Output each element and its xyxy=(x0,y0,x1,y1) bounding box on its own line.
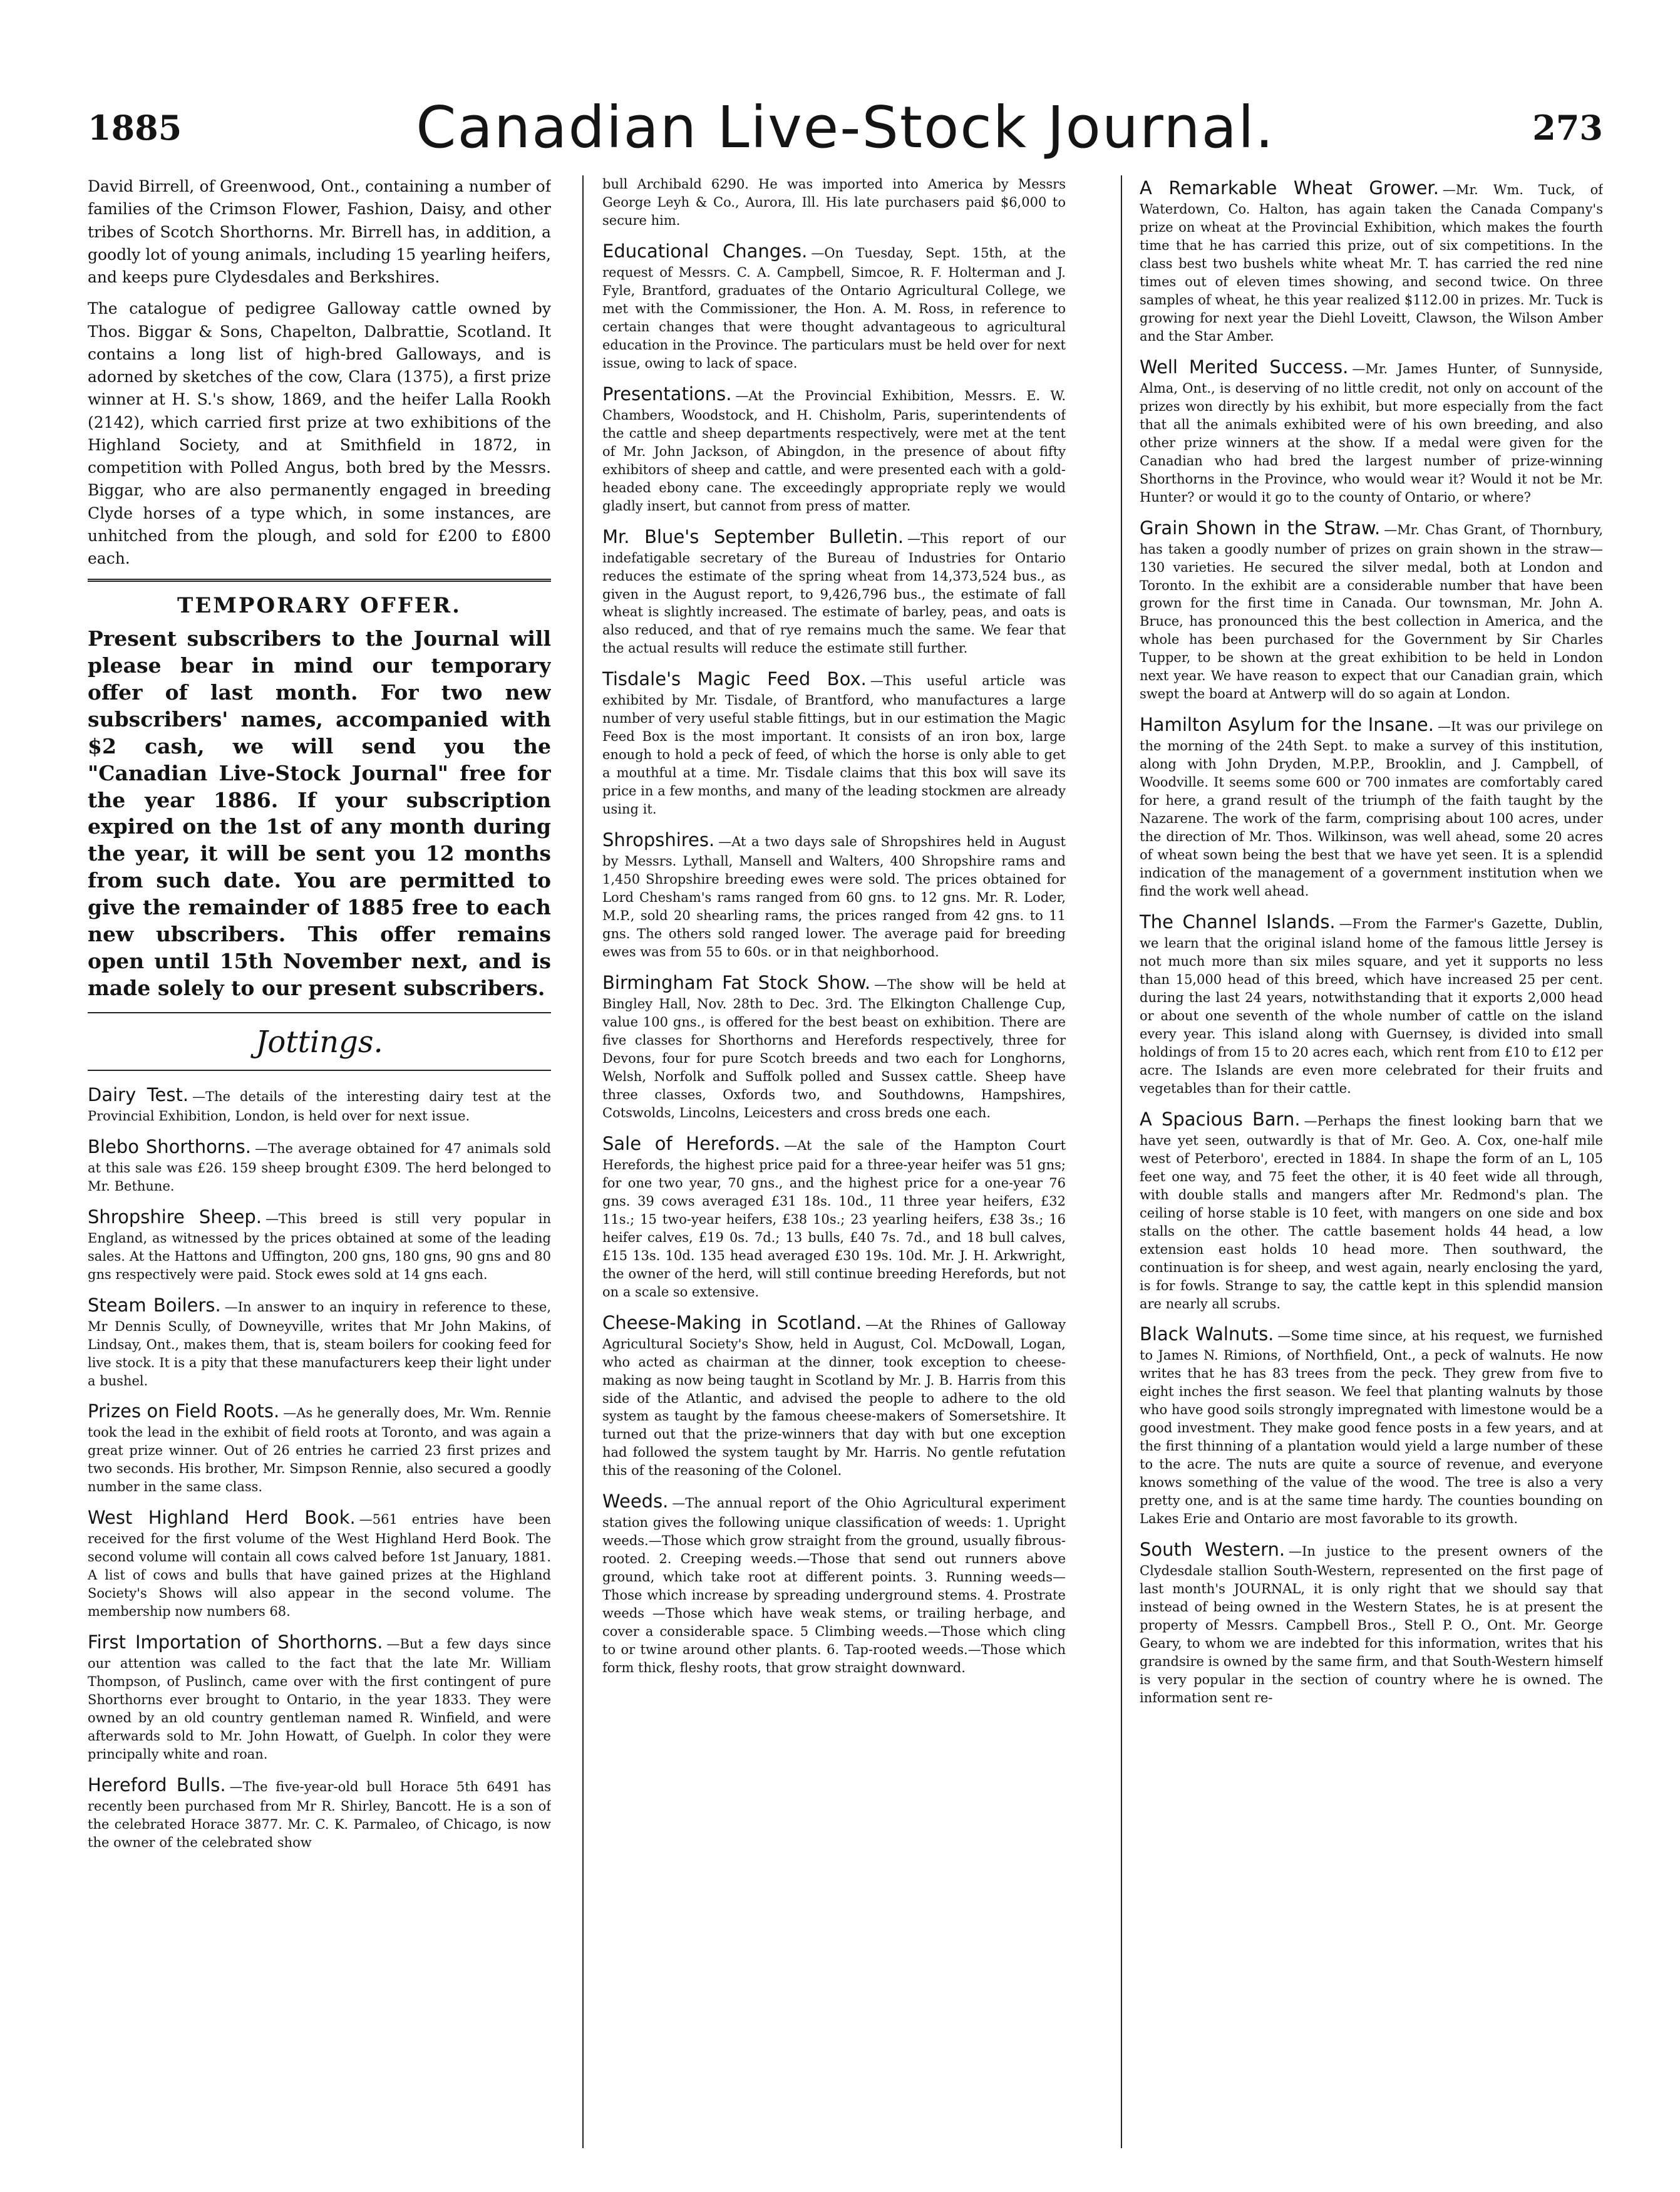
article xyxy=(1140,1537,1603,1707)
section-divider xyxy=(88,1012,551,1013)
article-body: —Mr. James Hunter, of Sunnyside, Alma, Ont., is deserving of no little credit, not only on account of the prizes won directly by his exhibit, but more especially from the fact that all the animals exhibited were of his own breeding, and also other prize winners at the show. If a medal were given for the Canadian who had bred the largest number of prize-winning Shorthorns in the Province, who would wear it? Would it not be Mr. Hunter? or would it go to the county of Ontario, or where? xyxy=(1140,361,1603,505)
article-body: —This report of our indefatigable secretary of the Bureau of Industries for Ontario reduces the estimate of the spring wheat from 14,373,524 bus., as given in the August report, to 9,426,796 bus., the estimate of fall wheat is slightly increased. The estimate of barley, peas, and oats is also reduced, and that of rye remains much the same. We fear that the actual results will reduce the estimate still further. xyxy=(602,530,1066,656)
article-body: —Perhaps the finest looking barn that we have yet seen, outwardly is that of Mr. Geo. A. Cox, one-half mile west of Peterboro', erected in 1884. In shape the form of an L, 105 feet one way, and 75 feet the other, it is 40 feet wide all through, with double stalls and mangers after Mr. Redmond's plan. The ceiling of horse stable is 10 feet, with mangers on one side and box stalls on the other. The cattle basement holds 44 head, a low extension east holds 10 head more. Then southward, the continuation is for sheep, and west again, nearly enclosing the yard, is for fowls. Strange to say, the cattle kept in this splendid mansion are nearly all scrubs. xyxy=(1140,1113,1603,1311)
article xyxy=(1140,712,1603,901)
page-number: 273 xyxy=(1532,108,1603,148)
article-heading: Presentations. xyxy=(602,383,732,405)
article xyxy=(1140,354,1603,507)
section-heading-jottings: Jottings. xyxy=(255,1024,383,1060)
article-body: —This useful article was exhibited by Mr. Tisdale, of Brantford, who manufactures a large number of very useful stable fittings, but in our estimation the Magic Feed Box is the most important. It consists of an iron box, large enough to hold a peck of feed, of which the horse is only able to get a mouthful at a time. Mr. Tisdale claims that this box will save its price in a few months, and many of the leading stockmen are already using it. xyxy=(602,673,1066,817)
article-body: —The show will be held at Bingley Hall, Nov. 28th to Dec. 3rd. The Elkington Challenge Cup, value 100 gns., is offered for the best beast on exhibition. There are five classes for Shorthorns and Herefords respectively, three for Devons, four for pure Scotch breeds and two each for Longhorns, Welsh, Norfolk and Suffolk polled and Sussex cattle. Sheep have three classes, Oxfords two, and Southdowns, Hampshires, Cotswolds, Lincolns, Leicesters and cross breds one each. xyxy=(602,977,1066,1120)
article-body: —Some time since, at his request, we furnished to James N. Rimions, of Northfield, Ont., a peck of walnuts. He now writes that he has 83 trees from the peck. They grew from five to eight inches the first season. We feel that planting walnuts by those who have good soils strongly impregnated with limestone would be a good investment. They make good fence posts in a few years, and at the first thinning of a plantation would yield a large number of these to the acre. The nuts are quite a source of revenue, and everyone knows something of the value of the wood. The tree is also a very pretty one, and is at the same time hardy. The counties bounding on Lakes Erie and Ontario are most favorable to its growth. xyxy=(1140,1328,1603,1527)
article-heading: The Channel Islands. xyxy=(1140,911,1336,933)
article xyxy=(1140,175,1603,346)
column-divider xyxy=(1121,175,1122,2148)
article xyxy=(602,1310,1066,1481)
article-heading: Shropshire Sheep. xyxy=(88,1206,262,1228)
article-heading: Cheese-Making in Scotland. xyxy=(602,1311,862,1333)
article xyxy=(1140,1321,1603,1528)
masthead xyxy=(88,94,1603,163)
article-body: —561 entries have been received for the first volume of the West Highland Herd Book. The second volume will contain all cows calved before 1st January, 1881. A list of cows and bulls that have gained prizes at the Highland Society's Shows will also appear in the second volume. The membership now numbers 68. xyxy=(88,1512,551,1620)
article-body: —It was our privilege on the morning of the 24th Sept. to make a survey of this institution, along with John Dryden, M.P.P., Brooklin, and J. Campbell, of Woodville. It seems some 600 or 700 inmates are comfortably cared for here, a grand result of the triumph of the faith taught by the Nazarene. The work of the farm, comprising about 100 acres, under the direction of Mr. Thos. Wilkinson, was well ahead, some 20 acres of wheat sown being the best that we have yet seen. It is a splendid indication of the management of a government institution when we find the work well ahead. xyxy=(1140,719,1603,899)
article-heading: Sale of Herefords. xyxy=(602,1132,781,1154)
journal-title: Canadian Live-Stock Journal. xyxy=(416,94,1275,161)
article-heading: Hamilton Asylum for the Insane. xyxy=(1140,714,1434,736)
article-heading: Weeds. xyxy=(602,1491,669,1512)
article-heading: Mr. Blue's September Bulletin. xyxy=(602,525,904,547)
article xyxy=(602,1489,1066,1677)
article-heading: Birmingham Fat Stock Show. xyxy=(602,972,871,994)
newspaper-page xyxy=(88,94,1603,2161)
article-heading: Well Merited Success. xyxy=(1140,356,1349,378)
article xyxy=(602,970,1066,1122)
article-heading: A Spacious Barn. xyxy=(1140,1108,1301,1130)
article-heading: Hereford Bulls. xyxy=(88,1774,226,1796)
article-body: —At the sale of the Hampton Court Herefords, the highest price paid for a three-year heifer was 51 gns; for one two year, 70 gns., and the highest price for a one-year 76 gns. 39 cows averaged £31 18s. 10d., 11 three year heifers, £32 11s.; 15 two-year heifers, £38 10s.; 23 yearling heifers, £38 3s.; 16 heifer calves, £19 0s. 7d.; 13 bulls, £40 7s. 7d., and 18 bull calves, £15 13s. 10d. 135 head averaged £30 19s. 10d. Mr. J. H. Arkwright, the owner of the herd, will still continue breeding Herefords, but not on a scale so extensive. xyxy=(602,1137,1066,1300)
article-body: —The average obtained for 47 animals sold at this sale was £26. 159 sheep brought £309. The herd belonged to Mr. Bethune. xyxy=(88,1140,551,1194)
issue-year: 1885 xyxy=(88,108,182,148)
section-divider xyxy=(88,579,551,582)
article xyxy=(1140,909,1603,1098)
offer-body: Present subscribers to the Journal will please bear in mind our temporary offer of last month. For two new subscribers' names, accompanied with $2 cash, we will send you the "Canadian Live-Stock Journal" free for the year 1886. If your subscription expired on the 1st of any month during the year, it will be sent you 12 months from such date. You are permitted to give the remainder of 1885 free to each new ubscribers. This offer remains open until 15th November next, and is made solely to our present subscribers. xyxy=(88,626,551,1000)
article-heading: Dairy Test. xyxy=(88,1083,189,1105)
paragraph: The catalogue of pedigree Galloway cattle owned by Thos. Biggar & Sons, Chapelton, Dalbrattie, Scotland. It contains a long list of high-bred Galloways, and is adorned by sketches of the cow, Clara (1375), a first prize winner at H. S.'s show, 1869, and the heifer Lalla Rookh (2142), which carried first prize at two exhibitions of the Highland Society, and at Smithfield in 1872, in competition with Polled Angus, both bred by the Messrs. Biggar, who are also permanently engaged in breeding Clyde horses of a type which, in some instances, are unhitched from the plough, and sold for £200 to £800 each. xyxy=(88,299,551,567)
article-heading: West Highland Herd Book. xyxy=(88,1507,356,1529)
article xyxy=(88,1293,551,1390)
article-body: —In justice to the present owners of the Clydesdale stallion South-Western, represented on the first page of last month's JOURNAL, it is only right that we should say that instead of being owned in the Western States, he is at present the property of Messrs. Campbell Bros., Stell P. O., Ont. Mr. George Geary, to whom we are indebted for this information, writes that his grandsire is owned by the same firm, and that South-Western himself is very popular in the section of country where he is owned. The information sent re- xyxy=(1140,1544,1603,1705)
article xyxy=(88,1134,551,1196)
article xyxy=(602,239,1066,373)
article xyxy=(602,666,1066,819)
article-heading: Shropshires. xyxy=(602,829,715,851)
article xyxy=(1140,515,1603,704)
article xyxy=(602,381,1066,515)
article-body: —The five-year-old bull Horace 5th 6491 has recently been purchased from Mr R. Shirley, Bancott. He is a son of the celebrated Horace 3877. Mr. C. K. Parmaleo, of Chicago, is now the owner of the celebrated show xyxy=(88,1779,551,1850)
article xyxy=(88,1204,551,1284)
article xyxy=(88,1082,551,1125)
column-3 xyxy=(1140,175,1603,2148)
article xyxy=(1140,1107,1603,1313)
article-body: —At the Rhines of Galloway Agricultural Society's Show, held in August, Col. McDowall, Logan, who acted as chairman at the dinner, took exception to cheese-making as now being taught in Scotland by Mr. J. B. Harris from this side of the Atlantic, and advised the people to adhere to the old system as taught by the famous cheese-makers of Somersetshire. It turned out that the prize-winners that day with but one exception had followed the system taught by Mr. Harris. No gentle refutation this of the reasoning of the Colonel. xyxy=(602,1316,1066,1479)
article-heading: First Importation of Shorthorns. xyxy=(88,1631,383,1653)
article-heading: South Western. xyxy=(1140,1539,1286,1561)
article-body: —In answer to an inquiry in reference to these, Mr Dennis Scully, of Downeyville, writes that Mr John Makins, of Lindsay, Ont., makes them, that is, steam boilers for cooking feed for live stock. It is a pity that these manufacturers keep their light under a bushel. xyxy=(88,1299,551,1388)
article-body: —But a few days since our attention was called to the fact that the late Mr. William Thompson, of Puslinch, came over with the first contingent of pure Shorthorns ever brought to Ontario, in the year 1833. They were owned by an old country gentleman named R. Winfield, and were afterwards sold to Mr. John Howatt, of Guelph. In color they were principally white and roan. xyxy=(88,1636,551,1762)
article-heading: Steam Boilers. xyxy=(88,1294,221,1316)
article-body: —The details of the interesting dairy test at the Provincial Exhibition, London, is held over for next issue. xyxy=(88,1088,551,1124)
offer-title: TEMPORARY OFFER. xyxy=(177,593,461,619)
article-body: —On Tuesday, Sept. 15th, at the request of Messrs. C. A. Campbell, Simcoe, R. F. Holterman and J. Fyle, Brantford, graduates of the Ontario Agricultural College, we met with the Commissioner, the Hon. A. M. Ross, in reference to certain changes that were thought advantageous to agricultural education in the Province. The particulars must be held over for next issue, owing to lack of space. xyxy=(602,245,1066,371)
article-body: —From the Farmer's Gazette, Dublin, we learn that the original island home of the famous little Jersey is not much more than six miles square, and yet it supports no less than 15,000 head of this breed, which have increased 25 per cent. during the last 24 years, notwithstanding that it exports 2,000 head or about one seventh of the whole number of cattle on the island every year. This island along with Guernsey, is divided into small holdings of from 15 to 20 acres each, which rent from £10 to £12 per acre. The Islands are even more celebrated for their fruits and vegetables than for their cattle. xyxy=(1140,916,1603,1096)
article-heading: Tisdale's Magic Feed Box. xyxy=(602,668,867,690)
article xyxy=(602,1131,1066,1301)
column-divider xyxy=(582,175,584,2148)
article-heading: Grain Shown in the Straw. xyxy=(1140,517,1381,539)
article xyxy=(602,524,1066,658)
paragraph: bull Archibald 6290. He was imported into America by Messrs George Leyh & Co., Aurora, Ill. His late purchasers paid $6,000 to secure him. xyxy=(602,177,1066,228)
article-body: —At a two days sale of Shropshires held in August by Messrs. Lythall, Mansell and Walters, 400 Shropshire rams and 1,450 Shropshire breeding ewes were sold. The prices obtained for Lord Chesham's rams ranged from 60 gns. to 12 gns. Mr. R. Loder, M.P., sold 20 shearling rams, the prices ranged from 42 gns. to 11 gns. The others sold ranged lower. The average paid for breeding ewes was from 55 to 60s. or in that neighborhood. xyxy=(602,834,1066,960)
article xyxy=(88,1630,551,1764)
article xyxy=(602,827,1066,961)
article-heading: Prizes on Field Roots. xyxy=(88,1400,280,1422)
article-body: —At the Provincial Exhibition, Messrs. E. W. Chambers, Woodstock, and H. Chisholm, Paris, superintendents of the cattle and sheep departments respectively, were met at the tent of Mr. John Jackson, of Abingdon, in the presence of about fifty exhibitors of sheep and cattle, and were presented each with a gold-headed ebony cane. The exceedingly appropriate reply we would gladly insert, but cannot from press of matter. xyxy=(602,388,1066,514)
article-heading: A Remarkable Wheat Grower. xyxy=(1140,177,1439,199)
article-body: —The annual report of the Ohio Agricultural experiment station gives the following unique classification of weeds: 1. Upright weeds.—Those which grow straight from the ground, usually fibrous-rooted. 2. Creeping weeds.—Those that send out runners above ground, which take root at different points. 3. Running weeds—Those which increase by spreading underground stems. 4. Prostrate weeds —Those which have weak stems, or trailing herbage, and cover a considerable space. 5 Climbing weeds.—Those which cling to or twine around other plants. 6. Tap-rooted weeds.—Those which form thick, fleshy roots, that grow straight downward. xyxy=(602,1496,1066,1676)
article xyxy=(88,1772,551,1852)
column-1 xyxy=(88,175,551,2148)
article xyxy=(88,1398,551,1496)
article-body: —Mr. Chas Grant, of Thornbury, has taken a goodly number of prizes on grain shown in the straw—130 varieties. He secured the silver medal, both at London and Toronto. In the exhibit are a considerable number that have been grown for the first time in Canada. Our townsman, Mr. John A. Bruce, has pronounced this the best collection in America, and the whole has been purchased for the Government by Sir Charles Tupper, to be shown at the great exhibition to be held in London next year. We have reason to expect that our Canadian grain, which swept the board at Antwerp will do so again at London. xyxy=(1140,522,1603,702)
article-heading: Blebo Shorthorns. xyxy=(88,1135,251,1157)
column-2 xyxy=(602,175,1066,2148)
article-heading: Black Walnuts. xyxy=(1140,1323,1274,1345)
article xyxy=(88,1505,551,1621)
paragraph: David Birrell, of Greenwood, Ont., containing a number of families of the Crimson Flower, Fashion, Daisy, and other tribes of Scotch Shorthorns. Mr. Birrell has, in addition, a goodly lot of young animals, including 15 yearling heifers, and keeps pure Clydesdales and Berkshires. xyxy=(88,177,551,286)
section-divider xyxy=(88,1070,551,1071)
article-heading: Educational Changes. xyxy=(602,240,808,262)
article-body: —Mr. Wm. Tuck, of Waterdown, Co. Halton, has again taken the Canada Company's prize on wheat at the Provincial Exhibition, which makes the fourth time that he has carried this prize, out of six competitions. In the class best two bushels white wheat Mr. T. has carried the red nine times out of eleven times showing, and second twice. On three samples of wheat, he this year realized $112.00 in prizes. Mr. Tuck is growing for next year the Diehl Loveitt, Clawson, the Wilson Amber and the Star Amber. xyxy=(1140,182,1603,344)
article-body: —As he generally does, Mr. Wm. Rennie took the lead in the exhibit of field roots at Toronto, and was again a great prize winner. Out of 26 entries he carried 23 first prizes and two seconds. His brother, Mr. Simpson Rennie, also secured a goodly number in the same class. xyxy=(88,1405,551,1495)
article-body: —This breed is still very popular in England, as witnessed by the prices obtained at some of the leading sales. At the Hattons and Uffington, 200 gns, 180 gns, 90 gns and 80 gns respectively were paid. Stock ewes sold at 14 gns each. xyxy=(88,1211,551,1282)
